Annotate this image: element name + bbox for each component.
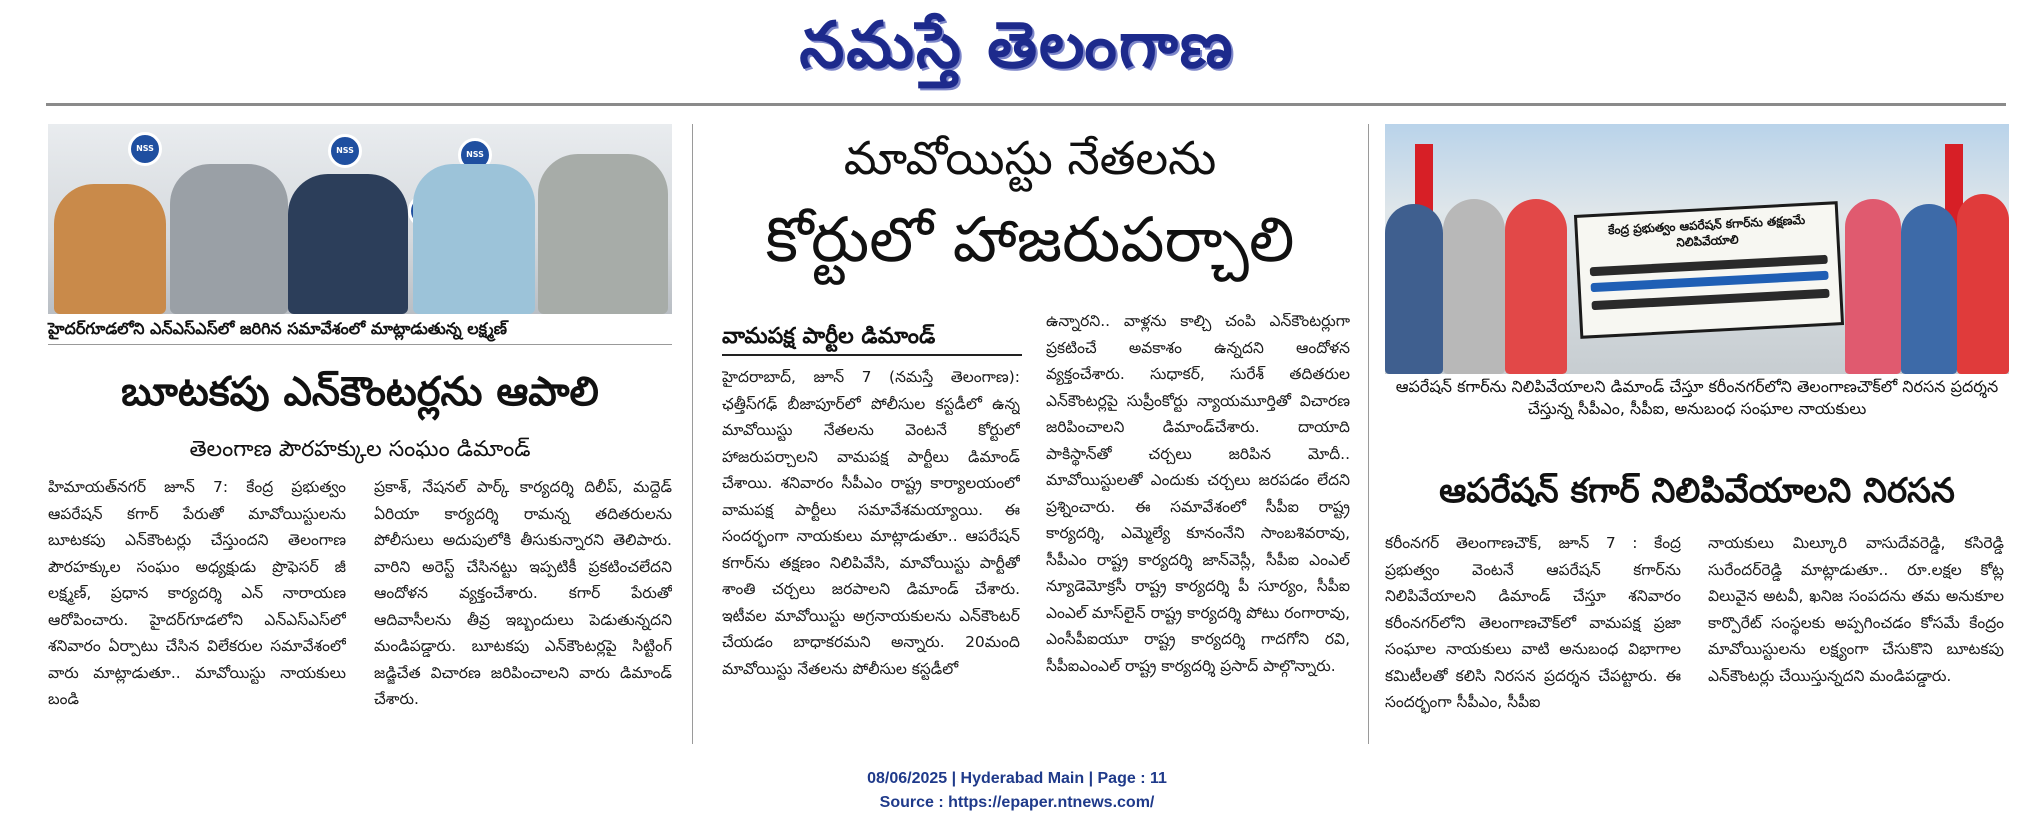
center-kicker: వామపక్ష పార్టీల డిమాండ్ — [722, 320, 1022, 356]
person-figure — [170, 164, 288, 314]
person-figure — [1443, 199, 1505, 374]
right-headline: ఆపరేషన్ కగార్ నిలిపివేయాలని నిరసన — [1439, 471, 1955, 511]
column-divider — [692, 124, 693, 744]
left-photo-caption: హైదర్‌గూడలోని ఎన్‌ఎస్‌ఎస్‌లో జరిగిన సమావేశంలో మాట్లాడుతున్న లక్ష్మణ్ — [48, 318, 672, 345]
person-figure — [54, 184, 166, 314]
person-figure — [413, 164, 535, 314]
masthead-title: నమస్తే తెలంగాణ — [799, 9, 1235, 83]
person-figure — [1845, 199, 1901, 374]
protest-banner — [1574, 201, 1844, 339]
person-figure — [538, 154, 668, 314]
nss-logo: NSS — [128, 132, 162, 166]
footer-source: Source : https://epaper.ntnews.com/ — [879, 794, 1155, 811]
column-divider — [1368, 124, 1369, 744]
center-headline-line2: కోర్టులో హాజరుపర్చాలి — [765, 203, 1295, 276]
right-photo — [1385, 124, 2009, 374]
center-article-col2: ఉన్నారని.. వాళ్లను కాల్చి చంపి ఎన్‌కౌంటర్లుగా ప్రకటించే అవకాశం ఉన్నదని ఆందోళన వ్యక్తంచేశారు. సుధాకర్, సురేశ్ తదితరుల ఎన్‌కౌంటర్లపై సుప్రీంకోర్టు న్యాయమూర్తితో విచారణ జరిపించాలని డిమాండ్‌చేశారు. దాయాది పాకిస్థాన్‌తో చర్చలు జరిపిన మోదీ.. మావోయిస్టులతో ఎందుకు చర్చలు జరపడం లేదని ప్రశ్నించారు. ఈ సమావేశంలో సీపీఐ రాష్ట్ర కార్యదర్శి, ఎమ్మెల్యే కూనంనేని సాంబశివరావు, సీపీఎం రాష్ట్ర కార్యదర్శి జాన్‌వెస్లీ, సీపీఐ ఎంఎల్ న్యూడెమోక్రసీ రాష్ట్ర కార్యదర్శి పీ సూర్యం, సీపీఐ ఎంఎల్ మాస్‌లైన్ రాష్ట్ర కార్యదర్శి పోటు రంగారావు, ఎంసీపీఐయూ రాష్ట్ర కార్యదర్శి గాదగోని రవి, సీపీఐఎంఎల్ రాష్ట్ర కార్యదర్శి ప్రసాద్ పాల్గొన్నారు. — [1046, 312, 1350, 675]
nss-logo: NSS — [328, 134, 362, 168]
right-article-col1: కరీంనగర్ తెలంగాణచౌక్, జూన్ 7 : కేంద్ర ప్రభుత్వం వెంటనే ఆపరేషన్ కగార్‌ను నిలిపివేయాలని డిమాండ్ చేస్తూ శనివారం కరీంనగర్‌లోని తెలంగాణచౌక్‌లో వామపక్ష ప్రజా సంఘాల నాయకులు వాటి అనుబంధ విభాగాల కమిటీలతో కలిసి నిరసన ప్రదర్శన చేపట్టారు. ఈ సందర్భంగా సీపీఎం, సీపీఐ — [1385, 534, 1681, 711]
center-headline-line1: మావోయిస్టు నేతలను — [843, 131, 1217, 185]
left-photo — [48, 124, 672, 314]
center-article-col1: హైదరాబాద్, జూన్ 7 (నమస్తే తెలంగాణ): ఛత్తీస్‌గఢ్ బీజాపూర్‌లో పోలీసుల కస్టడీలో ఉన్న మావోయిస్టు నేతలను వెంటనే కోర్టులో హాజరుపర్చాలని వామపక్ష పార్టీలు డిమాండ్ చేశాయి. శనివారం సీపీఎం రాష్ట్ర కార్యాలయంలో వామపక్ష పార్టీలు సమావేశమయ్యాయి. ఈ సందర్భంగా నాయకులు మాట్లాడుతూ.. ఆపరేషన్ కగార్‌ను తక్షణం నిలిపివేసి, మావోయిస్టు పార్టీతో శాంతి చర్చలు జరపాలని డిమాండ్ చేశారు. ఇటీవల మావోయిస్టు అగ్రనాయకులను ఎన్‌కౌంటర్ చేయడం బాధాకరమని అన్నారు. 20మంది మావోయిస్టు నేతలను పోలీసుల కస్టడీలో — [722, 368, 1020, 678]
masthead-rule — [46, 103, 2006, 106]
banner-text: కేంద్ర ప్రభుత్వం ఆపరేషన్ కగార్‌ను తక్షణమే నిలిపివేయాలి — [1607, 212, 1806, 250]
person-figure — [1385, 204, 1443, 374]
footer-dateline: 08/06/2025 | Hyderabad Main | Page : 11 — [867, 770, 1167, 787]
person-figure — [1957, 194, 2009, 374]
left-subheadline: తెలంగాణ పౌరహక్కుల సంఘం డిమాండ్ — [189, 437, 531, 462]
left-article-col1: హిమాయత్‌నగర్ జూన్ 7: కేంద్ర ప్రభుత్వం ఆపరేషన్ కగార్ పేరుతో మావోయిస్టులను బూటకపు ఎన్‌కౌంటర్లు చేస్తుందని తెలంగాణ పౌరహక్కుల సంఘం అధ్యక్షుడు ప్రొఫెసర్ జీ లక్ష్మణ్, ప్రధాన కార్యదర్శి ఎన్ నారాయణ ఆరోపించారు. హైదర్‌గూడలోని ఎన్‌ఎస్‌ఎస్‌లో శనివారం ఏర్పాటు చేసిన విలేకరుల సమావేశంలో వారు మాట్లాడుతూ.. మావోయిస్టు నాయకులు బండి — [48, 478, 346, 708]
left-article-col2: ప్రకాశ్, నేషనల్ పార్క్ కార్యదర్శి దిలీప్, మద్దెడ్ ఏరియా కార్యదర్శి రామన్న తదితరులను పోలీసులు అదుపులోకి తీసుకున్నారని తెలిపారు. వారిని అరెస్ట్ చేసినట్టు ఇప్పటికీ ప్రకటించలేదని ఆందోళన వ్యక్తంచేశారు. కగార్ పేరుతో ఆదివాసీలను తీవ్ర ఇబ్బందులు పెడుతున్నదని మండిపడ్డారు. బూటకపు ఎన్‌కౌంటర్లపై సిట్టింగ్ జడ్జిచేత విచారణ జరిపించాలని వారు డిమాండ్ చేశారు. — [374, 478, 672, 708]
left-headline: బూటకపు ఎన్‌కౌంటర్లను ఆపాలి — [121, 369, 599, 415]
nss-logo: NSS — [458, 138, 492, 172]
person-figure — [1505, 199, 1567, 374]
person-figure — [288, 174, 408, 314]
right-article-col2: నాయకులు మిల్కూరి వాసుదేవరెడ్డి, కసిరెడ్డి సురేందర్‌రెడ్డి మాట్లాడుతూ.. రూ.లక్షల కోట్ల విలువైన అటవీ, ఖనిజ సంపదను తమ అనుకూల కార్పొరేట్ సంస్థలకు అప్పగించడం కోసమే కేంద్రం మావోయిస్టులను లక్ష్యంగా చేసుకొని బూటకపు ఎన్‌కౌంటర్లు చేయిస్తున్నదని మండిపడ్డారు. — [1708, 534, 2004, 685]
banner-line — [1591, 289, 1829, 310]
person-figure — [1901, 204, 1957, 374]
right-photo-caption: ఆపరేషన్ కగార్‌ను నిలిపివేయాలని డిమాండ్ చేస్తూ కరీంనగర్‌లోని తెలంగాణచౌక్‌లో నిరసన ప్రదర్శన చేస్తున్న సీపీఎం, సీపీఐ, అనుబంధ సంఘాల నాయకులు — [1395, 377, 1999, 418]
